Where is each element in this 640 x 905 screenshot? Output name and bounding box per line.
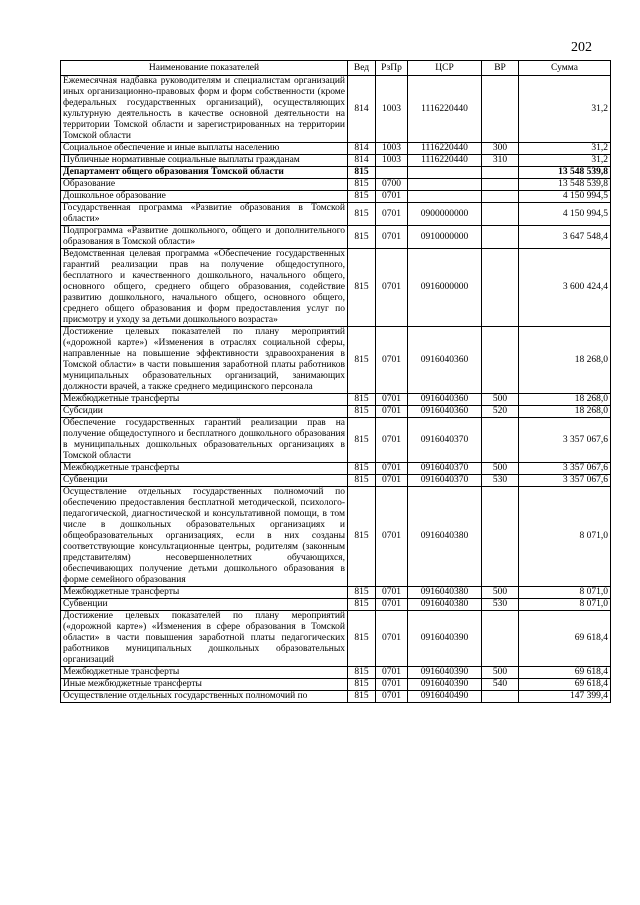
table-row	[61, 179, 611, 191]
cell-csr: 0916040370	[408, 418, 482, 463]
cell-vr	[482, 76, 519, 143]
cell-rzpr: 0701	[376, 691, 408, 703]
cell-ved: 815	[348, 406, 376, 418]
cell-sum: 3 357 067,6	[519, 418, 611, 463]
cell-name: Обеспечение государственных гарантий реализации прав на получение общедоступного и бесплатного дошкольного образования в муниципальных дошкольных образовательных организациях в Томской области	[61, 418, 348, 463]
cell-sum: 31,2	[519, 155, 611, 167]
cell-name: Образование	[61, 179, 348, 191]
cell-rzpr: 0701	[376, 463, 408, 475]
cell-name: Социальное обеспечение и иные выплаты населению	[61, 143, 348, 155]
table-row	[61, 418, 611, 463]
table-row	[61, 406, 611, 418]
cell-name: Дошкольное образование	[61, 191, 348, 203]
table-row	[61, 487, 611, 587]
cell-csr: 1116220440	[408, 155, 482, 167]
cell-ved: 815	[348, 179, 376, 191]
cell-csr: 0910000000	[408, 226, 482, 249]
cell-ved: 815	[348, 691, 376, 703]
cell-ved: 815	[348, 599, 376, 611]
cell-csr: 0916040370	[408, 463, 482, 475]
cell-csr: 0916040370	[408, 475, 482, 487]
cell-csr: 0916040360	[408, 327, 482, 394]
cell-rzpr: 0701	[376, 679, 408, 691]
table-row	[61, 599, 611, 611]
cell-name: Межбюджетные трансферты	[61, 394, 348, 406]
table-row	[61, 167, 611, 179]
cell-ved: 815	[348, 203, 376, 226]
cell-name: Субсидии	[61, 406, 348, 418]
cell-ved: 814	[348, 143, 376, 155]
cell-vr	[482, 179, 519, 191]
cell-sum: 147 399,4	[519, 691, 611, 703]
cell-vr	[482, 487, 519, 587]
column-header-rzpr: РзПр	[376, 61, 408, 76]
cell-csr: 0916040380	[408, 599, 482, 611]
cell-rzpr: 0701	[376, 611, 408, 667]
column-header-ved: Вед	[348, 61, 376, 76]
cell-ved: 815	[348, 327, 376, 394]
cell-vr	[482, 167, 519, 179]
cell-name: Публичные нормативные социальные выплаты гражданам	[61, 155, 348, 167]
cell-name: Осуществление отдельных государственных полномочий по обеспечению предоставления бесплатной методической, психолого-педагогической, диагностической и консультативной помощи, в том числе в дошкольных образовательных организациях и общеобразовательных организациях, если в них созданы соответствующие консультационные центры, родителям (законным представителям) несовершеннолетних обучающихся, обеспечивающих получение детьми дошкольного образования в форме семейного образования	[61, 487, 348, 587]
table-row	[61, 394, 611, 406]
cell-name: Достижение целевых показателей по плану мероприятий («дорожной карте») «Изменения в сфере образования в Томской области» в части повышения заработной платы педагогических работников муниципальных дошкольных образовательных организаций	[61, 611, 348, 667]
cell-vr	[482, 691, 519, 703]
cell-name: Иные межбюджетные трансферты	[61, 679, 348, 691]
cell-sum: 69 618,4	[519, 679, 611, 691]
cell-ved: 815	[348, 249, 376, 327]
table-row	[61, 475, 611, 487]
table-row	[61, 611, 611, 667]
cell-name: Ведомственная целевая программа «Обеспечение государственных гарантий реализации прав на получение общедоступного, бесплатного и качественного дошкольного, начального общего, основного общего, среднего общего образования, содействие развитию дошкольного, начального общего, основного общего, среднего общего образования и форм предоставления услуг по присмотру и уходу за детьми дошкольного возраста»	[61, 249, 348, 327]
cell-rzpr: 1003	[376, 155, 408, 167]
cell-ved: 815	[348, 667, 376, 679]
table-row	[61, 155, 611, 167]
cell-name: Межбюджетные трансферты	[61, 587, 348, 599]
cell-rzpr: 0701	[376, 327, 408, 394]
page-number: 202	[571, 40, 592, 55]
cell-sum: 18 268,0	[519, 406, 611, 418]
cell-vr	[482, 249, 519, 327]
cell-rzpr: 0701	[376, 475, 408, 487]
cell-csr: 0916040380	[408, 587, 482, 599]
table-row	[61, 463, 611, 475]
cell-vr	[482, 611, 519, 667]
cell-rzpr: 0701	[376, 191, 408, 203]
table-row	[61, 143, 611, 155]
cell-sum: 4 150 994,5	[519, 203, 611, 226]
cell-rzpr: 1003	[376, 143, 408, 155]
cell-csr: 0916040490	[408, 691, 482, 703]
cell-name: Межбюджетные трансферты	[61, 463, 348, 475]
cell-csr: 0916040390	[408, 667, 482, 679]
column-header-sum: Сумма	[519, 61, 611, 76]
column-header-vr: ВР	[482, 61, 519, 76]
cell-vr: 500	[482, 463, 519, 475]
cell-csr: 0916000000	[408, 249, 482, 327]
cell-rzpr: 0701	[376, 418, 408, 463]
cell-vr	[482, 327, 519, 394]
cell-rzpr: 0701	[376, 406, 408, 418]
cell-ved: 814	[348, 155, 376, 167]
table-row	[61, 679, 611, 691]
cell-name: Достижение целевых показателей по плану мероприятий («дорожной карте») «Изменения в отраслях социальной сферы, направленные на повышение эффективности здравоохранения в Томской области» в части повышения заработной платы работников муниципальных образовательных организаций, занимающих должности врачей, а также среднего медицинского персонала	[61, 327, 348, 394]
cell-sum: 31,2	[519, 76, 611, 143]
table-row	[61, 203, 611, 226]
cell-vr: 530	[482, 475, 519, 487]
cell-csr: 1116220440	[408, 76, 482, 143]
cell-rzpr: 0701	[376, 487, 408, 587]
cell-rzpr: 0701	[376, 394, 408, 406]
cell-csr: 0900000000	[408, 203, 482, 226]
cell-ved: 815	[348, 611, 376, 667]
cell-sum: 8 071,0	[519, 487, 611, 587]
cell-csr	[408, 179, 482, 191]
cell-ved: 815	[348, 226, 376, 249]
cell-name: Подпрограмма «Развитие дошкольного, общего и дополнительного образования в Томской области»	[61, 226, 348, 249]
cell-ved: 815	[348, 587, 376, 599]
cell-rzpr: 0701	[376, 226, 408, 249]
column-header-csr: ЦСР	[408, 61, 482, 76]
cell-rzpr: 0701	[376, 587, 408, 599]
cell-rzpr: 0701	[376, 249, 408, 327]
cell-ved: 815	[348, 679, 376, 691]
cell-sum: 8 071,0	[519, 599, 611, 611]
cell-ved: 815	[348, 167, 376, 179]
cell-rzpr: 0700	[376, 179, 408, 191]
cell-sum: 13 548 539,8	[519, 179, 611, 191]
cell-csr: 0916040360	[408, 406, 482, 418]
cell-sum: 13 548 539,8	[519, 167, 611, 179]
cell-csr: 0916040380	[408, 487, 482, 587]
cell-csr: 0916040360	[408, 394, 482, 406]
cell-rzpr	[376, 167, 408, 179]
table-row	[61, 587, 611, 599]
cell-vr: 300	[482, 143, 519, 155]
cell-sum: 3 357 067,6	[519, 475, 611, 487]
cell-rzpr: 1003	[376, 76, 408, 143]
cell-name: Субвенции	[61, 599, 348, 611]
cell-csr: 0916040390	[408, 679, 482, 691]
cell-sum: 8 071,0	[519, 587, 611, 599]
cell-vr: 500	[482, 394, 519, 406]
cell-name: Субвенции	[61, 475, 348, 487]
cell-vr: 310	[482, 155, 519, 167]
cell-vr: 520	[482, 406, 519, 418]
table-row	[61, 667, 611, 679]
cell-ved: 814	[348, 76, 376, 143]
cell-vr	[482, 191, 519, 203]
cell-sum: 18 268,0	[519, 327, 611, 394]
cell-sum: 3 357 067,6	[519, 463, 611, 475]
cell-csr	[408, 191, 482, 203]
table-row	[61, 249, 611, 327]
table-row	[61, 226, 611, 249]
cell-name: Департамент общего образования Томской области	[61, 167, 348, 179]
cell-sum: 18 268,0	[519, 394, 611, 406]
cell-ved: 815	[348, 191, 376, 203]
cell-sum: 4 150 994,5	[519, 191, 611, 203]
cell-sum: 31,2	[519, 143, 611, 155]
table-header-row	[61, 61, 611, 76]
cell-sum: 69 618,4	[519, 667, 611, 679]
table-row	[61, 191, 611, 203]
cell-name: Государственная программа «Развитие образования в Томской области»	[61, 203, 348, 226]
cell-csr	[408, 167, 482, 179]
cell-rzpr: 0701	[376, 599, 408, 611]
cell-vr: 540	[482, 679, 519, 691]
cell-rzpr: 0701	[376, 667, 408, 679]
cell-sum: 3 600 424,4	[519, 249, 611, 327]
cell-sum: 3 647 548,4	[519, 226, 611, 249]
cell-vr: 500	[482, 667, 519, 679]
cell-vr	[482, 226, 519, 249]
cell-ved: 815	[348, 487, 376, 587]
cell-vr	[482, 203, 519, 226]
cell-ved: 815	[348, 475, 376, 487]
cell-csr: 0916040390	[408, 611, 482, 667]
cell-name: Ежемесячная надбавка руководителям и специалистам организаций иных организационно-правовых форм и форм собственности (кроме федеральных государственных организаций), осуществляющих культурную деятельность в качестве основной деятельности на территории Томской области и зарегистрированных на территории Томской области	[61, 76, 348, 143]
cell-rzpr: 0701	[376, 203, 408, 226]
cell-vr: 500	[482, 587, 519, 599]
cell-ved: 815	[348, 394, 376, 406]
cell-ved: 815	[348, 418, 376, 463]
cell-ved: 815	[348, 463, 376, 475]
table-row	[61, 691, 611, 703]
budget-table	[60, 60, 611, 703]
column-header-name: Наименование показателей	[61, 61, 348, 76]
cell-name: Межбюджетные трансферты	[61, 667, 348, 679]
cell-vr: 530	[482, 599, 519, 611]
cell-name: Осуществление отдельных государственных полномочий по	[61, 691, 348, 703]
cell-csr: 1116220440	[408, 143, 482, 155]
table-row	[61, 327, 611, 394]
table-row	[61, 76, 611, 143]
cell-sum: 69 618,4	[519, 611, 611, 667]
cell-vr	[482, 418, 519, 463]
